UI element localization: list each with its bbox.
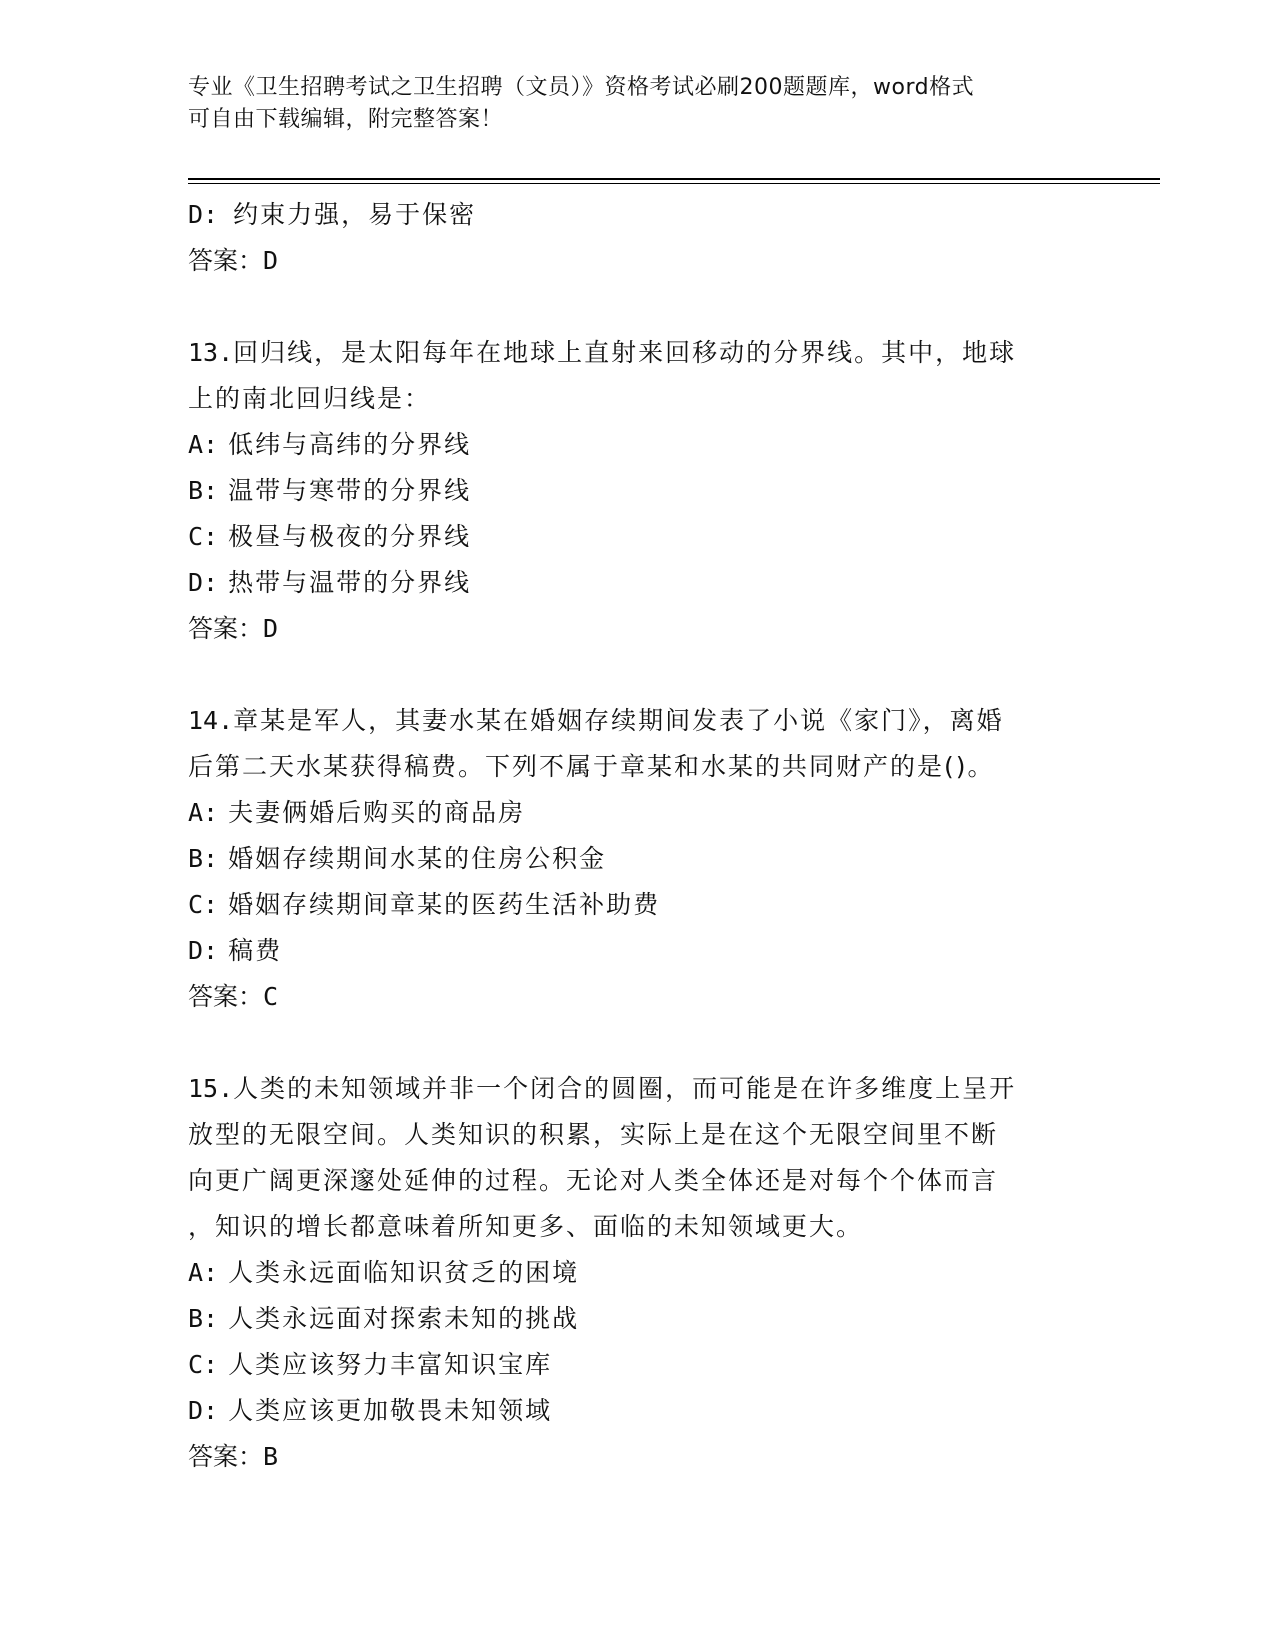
page-header — [188, 72, 1088, 136]
question-15 — [188, 1066, 1088, 1480]
document-body — [188, 192, 1088, 1480]
option-d: D: 人类应该更加敬畏未知领域 — [188, 1396, 553, 1425]
header-rule-thin — [188, 183, 1160, 184]
option-c: C: 人类应该努力丰富知识宝库 — [188, 1350, 553, 1379]
option-d: D: 热带与温带的分界线 — [188, 568, 472, 597]
option-d: D: 约束力强，易于保密 — [188, 200, 477, 229]
option-b: B: 人类永远面对探索未知的挑战 — [188, 1304, 580, 1333]
question-stem: 13.回归线，是太阳每年在地球上直射来回移动的分界线。其中，地球 — [188, 338, 1017, 367]
option-b: B: 温带与寒带的分界线 — [188, 476, 472, 505]
question-13 — [188, 330, 1088, 652]
question-stem: 14.章某是军人，其妻水某在婚姻存续期间发表了小说《家门》，离婚 — [188, 706, 1004, 735]
option-a: A: 人类永远面临知识贫乏的困境 — [188, 1258, 580, 1287]
question-stem: 15.人类的未知领域并非一个闭合的圆圈，而可能是在许多维度上呈开 — [188, 1074, 1017, 1103]
answer-line: 答案：B — [188, 1442, 281, 1471]
question-stem-continued: 向更广阔更深邃处延伸的过程。无论对人类全体还是对每个个体而言 — [188, 1166, 999, 1195]
question-stem-continued: 上的南北回归线是： — [188, 384, 432, 413]
question-stem-continued: 放型的无限空间。人类知识的积累，实际上是在这个无限空间里不断 — [188, 1120, 999, 1149]
option-c: C: 极昼与极夜的分界线 — [188, 522, 472, 551]
option-b: B: 婚姻存续期间水某的住房公积金 — [188, 844, 607, 873]
header-rule-thick — [188, 178, 1160, 180]
answer-line: 答案：D — [188, 246, 281, 275]
answer-line: 答案：C — [188, 982, 281, 1011]
option-d: D: 稿费 — [188, 936, 283, 965]
option-a: A: 低纬与高纬的分界线 — [188, 430, 472, 459]
option-c: C: 婚姻存续期间章某的医药生活补助费 — [188, 890, 661, 919]
question-stem-continued: 后第二天水某获得稿费。下列不属于章某和水某的共同财产的是()。 — [188, 752, 995, 781]
option-a: A: 夫妻俩婚后购买的商品房 — [188, 798, 526, 827]
answer-line: 答案：D — [188, 614, 281, 643]
header-line-2: 可自由下载编辑，附完整答案！ — [188, 107, 504, 132]
question-stem-continued: ，知识的增长都意味着所知更多、面临的未知领域更大。 — [188, 1212, 864, 1241]
question-14 — [188, 698, 1088, 1020]
header-line-1: 专业《卫生招聘考试之卫生招聘（文员）》资格考试必刷200题题库，word格式 — [188, 75, 975, 100]
